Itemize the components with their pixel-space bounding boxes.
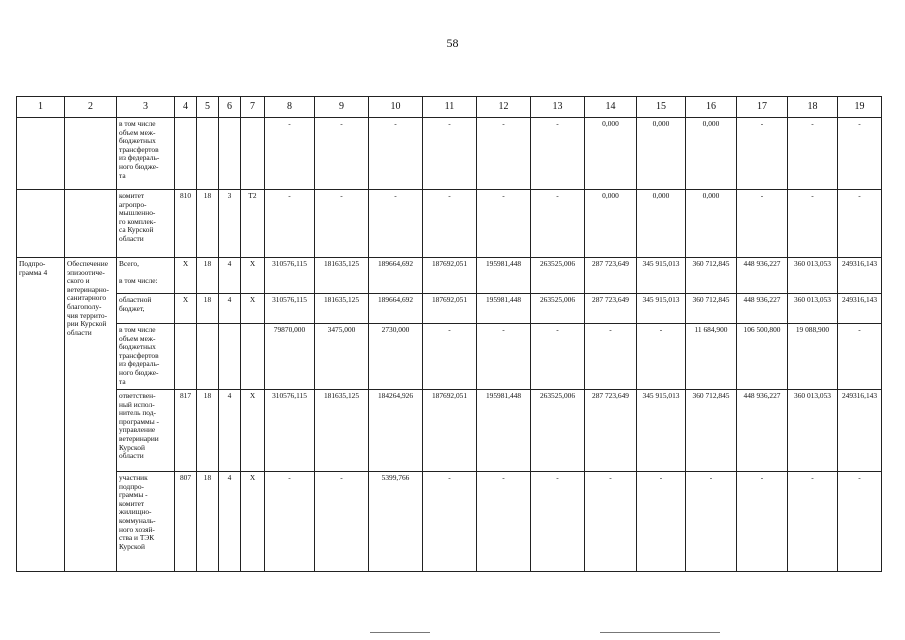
value-cell: [838, 118, 882, 190]
code-cell-text: 18: [203, 295, 212, 304]
value-cell: [737, 190, 788, 258]
value-cell: [686, 190, 737, 258]
value-cell-text: -: [340, 473, 343, 482]
code-cell: [197, 190, 219, 258]
value-cell-text: 345 915,013: [642, 259, 680, 268]
value-cell-text: 0,000: [652, 191, 670, 200]
value-cell-text: 181635,125: [323, 259, 360, 268]
value-cell-text: -: [556, 119, 559, 128]
code-cell: [241, 258, 265, 294]
value-cell: [585, 190, 637, 258]
value-cell: [315, 258, 369, 294]
value-cell-text: 79870,000: [273, 325, 306, 334]
row-label-text: в том числе объем меж- бюджетных трансфертов из федераль- ного бюдже- та: [119, 119, 160, 180]
value-cell: [585, 390, 637, 472]
value-cell-text: -: [760, 119, 764, 128]
value-cell: [788, 258, 838, 294]
value-cell: [265, 294, 315, 324]
value-cell-text: -: [811, 473, 814, 482]
header-cell-16: 16: [686, 97, 737, 118]
row-label-text: областной бюджет,: [119, 295, 152, 313]
value-cell: [637, 390, 686, 472]
code-cell: [175, 472, 197, 572]
value-cell: [369, 294, 423, 324]
value-cell-text: 263525,006: [539, 259, 576, 268]
value-cell: [477, 258, 531, 294]
value-cell: [788, 118, 838, 190]
value-cell-text: -: [502, 473, 505, 482]
header-cell-15: 15: [637, 97, 686, 118]
value-cell-text: -: [858, 119, 861, 128]
code-cell: [197, 390, 219, 472]
value-cell-text: -: [609, 473, 612, 482]
value-cell: [315, 390, 369, 472]
value-cell: [423, 324, 477, 390]
row-label-text: Всего, в том числе:: [119, 259, 158, 286]
value-cell-text: 263525,006: [539, 295, 576, 304]
table-row: [17, 472, 882, 572]
value-cell-text: -: [556, 191, 559, 200]
value-cell-text: 360 712,845: [692, 295, 730, 304]
code-cell: [197, 258, 219, 294]
value-cell: [585, 472, 637, 572]
value-cell-text: 360 013,053: [794, 259, 831, 268]
value-cell-text: -: [288, 473, 291, 482]
value-cell: [788, 472, 838, 572]
header-cell-1: 1: [17, 97, 65, 118]
value-cell-text: -: [448, 473, 451, 482]
row-label: [117, 294, 175, 324]
value-cell: [531, 324, 585, 390]
value-cell: [531, 472, 585, 572]
value-cell-text: 249316,143: [841, 391, 878, 400]
value-cell: [265, 190, 315, 258]
code-cell: [241, 118, 265, 190]
value-cell: [369, 190, 423, 258]
value-cell: [838, 190, 882, 258]
value-cell: [265, 390, 315, 472]
header-cell-6: 6: [219, 97, 241, 118]
row-label: [117, 258, 175, 294]
value-cell: [637, 190, 686, 258]
value-cell-text: 195981,448: [485, 391, 522, 400]
header-cell-4: 4: [175, 97, 197, 118]
empty-cell: [65, 118, 117, 190]
value-cell-text: -: [502, 119, 505, 128]
code-cell: [175, 390, 197, 472]
code-cell: [241, 472, 265, 572]
code-cell-text: 4: [227, 295, 232, 304]
header-cell-7: 7: [241, 97, 265, 118]
empty-cell: [17, 118, 65, 190]
code-cell-text: 817: [179, 391, 192, 400]
value-cell: [315, 190, 369, 258]
page-number: 58: [446, 36, 459, 50]
value-cell: [477, 390, 531, 472]
value-cell: [737, 390, 788, 472]
table-row: [17, 118, 882, 190]
code-cell-text: 810: [179, 191, 192, 200]
code-cell: [241, 390, 265, 472]
code-cell: [241, 190, 265, 258]
value-cell: [423, 190, 477, 258]
code-cell: [197, 472, 219, 572]
value-cell: [369, 324, 423, 390]
header-cell-19: 19: [838, 97, 882, 118]
value-cell: [477, 324, 531, 390]
value-cell: [423, 294, 477, 324]
value-cell-text: 189664,692: [377, 259, 414, 268]
value-cell-text: 181635,125: [323, 295, 360, 304]
header-cell-12: 12: [477, 97, 531, 118]
code-cell-text: 18: [203, 191, 212, 200]
value-cell: [477, 472, 531, 572]
header-cell-14: 14: [585, 97, 637, 118]
value-cell: [315, 324, 369, 390]
value-cell: [686, 294, 737, 324]
value-cell-text: 184264,926: [377, 391, 414, 400]
code-cell: [197, 324, 219, 390]
header-row: [17, 97, 882, 118]
code-cell-text: Х: [249, 473, 256, 482]
code-cell-text: 4: [227, 259, 232, 268]
header-cell-18: 18: [788, 97, 838, 118]
value-cell: [369, 472, 423, 572]
value-cell: [788, 324, 838, 390]
value-cell-text: 187692,051: [431, 295, 468, 304]
value-cell: [838, 390, 882, 472]
header-cell-11: 11: [423, 97, 477, 118]
value-cell-text: 360 712,845: [692, 391, 730, 400]
value-cell: [585, 294, 637, 324]
value-cell: [686, 258, 737, 294]
value-cell-text: -: [811, 191, 814, 200]
value-cell: [838, 258, 882, 294]
table-row: [17, 390, 882, 472]
header-cell-17: 17: [737, 97, 788, 118]
value-cell: [531, 390, 585, 472]
value-cell: [477, 190, 531, 258]
value-cell: [637, 294, 686, 324]
value-cell-text: 187692,051: [431, 391, 468, 400]
value-cell-text: 287 723,649: [592, 259, 629, 268]
value-cell: [737, 118, 788, 190]
value-cell-text: -: [609, 325, 612, 334]
value-cell-text: 0,000: [652, 119, 670, 128]
code-cell-text: 3: [227, 191, 232, 200]
value-cell-text: -: [760, 473, 764, 482]
value-cell: [637, 118, 686, 190]
subprogram-title-text: Обеспечение эпизоотиче- ского и ветеринарно- санитарного благополу- чия террито- рии Курской области: [67, 259, 109, 337]
code-cell: [241, 324, 265, 390]
value-cell: [531, 190, 585, 258]
value-cell-text: -: [448, 119, 451, 128]
value-cell-text: -: [394, 191, 397, 200]
value-cell: [637, 258, 686, 294]
value-cell: [686, 324, 737, 390]
code-cell: [219, 472, 241, 572]
value-cell-text: 195981,448: [485, 295, 522, 304]
value-cell: [265, 118, 315, 190]
code-cell-text: Т2: [248, 191, 257, 200]
code-cell-text: 18: [203, 473, 212, 482]
value-cell: [585, 118, 637, 190]
value-cell-text: -: [858, 191, 861, 200]
value-cell-text: 3475,000: [327, 325, 356, 334]
header-cell-5: 5: [197, 97, 219, 118]
value-cell: [788, 190, 838, 258]
value-cell: [585, 258, 637, 294]
value-cell-text: 2730,000: [381, 325, 410, 334]
value-cell-text: -: [340, 191, 343, 200]
value-cell: [686, 472, 737, 572]
value-cell: [369, 118, 423, 190]
subprogram-number: [17, 258, 65, 572]
value-cell-text: 249316,143: [841, 295, 878, 304]
value-cell-text: -: [556, 325, 559, 334]
code-cell-text: Х: [249, 295, 256, 304]
value-cell: [531, 258, 585, 294]
code-cell-text: 807: [179, 473, 192, 482]
code-cell: [219, 390, 241, 472]
value-cell-text: -: [709, 473, 713, 482]
value-cell: [838, 472, 882, 572]
code-cell-text: 4: [227, 391, 232, 400]
value-cell: [637, 324, 686, 390]
value-cell-text: 287 723,649: [592, 295, 629, 304]
code-cell: [175, 294, 197, 324]
value-cell-text: 0,000: [602, 119, 619, 128]
value-cell-text: 187692,051: [431, 259, 468, 268]
header-cell-9: 9: [315, 97, 369, 118]
value-cell-text: 189664,692: [377, 295, 414, 304]
row-label: [117, 472, 175, 572]
value-cell: [737, 324, 788, 390]
code-cell-text: Х: [182, 295, 189, 304]
value-cell-text: 19 088,900: [795, 325, 830, 334]
value-cell-text: 448 936,227: [743, 259, 781, 268]
value-cell-text: 345 915,013: [642, 391, 680, 400]
value-cell: [265, 258, 315, 294]
row-label-text: в том числе объем меж- бюджетных трансфертов из федераль- ного бюдже- та: [119, 325, 160, 386]
header-cell-13: 13: [531, 97, 585, 118]
header-cell-2: 2: [65, 97, 117, 118]
value-cell-text: -: [394, 119, 397, 128]
value-cell-text: -: [448, 325, 451, 334]
value-cell-text: 263525,006: [539, 391, 576, 400]
code-cell-text: Х: [249, 391, 256, 400]
code-cell: [219, 258, 241, 294]
value-cell-text: 0,000: [702, 191, 720, 200]
value-cell-text: 195981,448: [485, 259, 522, 268]
value-cell: [423, 258, 477, 294]
row-label-text: участник подпро- граммы - комитет жилищно- коммуналь- ного хозяй- ства и ТЭК Курской: [119, 473, 156, 551]
value-cell-text: -: [811, 119, 814, 128]
value-cell-text: -: [502, 191, 505, 200]
code-cell: [219, 294, 241, 324]
value-cell: [423, 390, 477, 472]
value-cell-text: 360 712,845: [692, 259, 730, 268]
value-cell: [686, 118, 737, 190]
value-cell-text: -: [502, 325, 505, 334]
value-cell-text: -: [760, 191, 764, 200]
value-cell: [315, 294, 369, 324]
value-cell-text: -: [288, 119, 291, 128]
row-label: [117, 118, 175, 190]
value-cell: [423, 472, 477, 572]
value-cell: [477, 294, 531, 324]
value-cell: [737, 258, 788, 294]
value-cell: [686, 390, 737, 472]
value-cell: [838, 294, 882, 324]
value-cell-text: -: [288, 191, 291, 200]
value-cell: [788, 390, 838, 472]
value-cell: [315, 118, 369, 190]
scan-artifact-line: [600, 632, 720, 633]
header-cell-10: 10: [369, 97, 423, 118]
code-cell: [219, 324, 241, 390]
value-cell-text: 11 684,900: [694, 325, 728, 334]
value-cell: [531, 118, 585, 190]
value-cell-text: 345 915,013: [642, 295, 680, 304]
value-cell-text: 106 500,800: [743, 325, 781, 334]
value-cell-text: -: [858, 473, 861, 482]
code-cell: [241, 294, 265, 324]
value-cell-text: 0,000: [602, 191, 619, 200]
value-cell-text: 310576,115: [272, 259, 307, 268]
code-cell: [175, 118, 197, 190]
code-cell-text: 18: [203, 391, 212, 400]
scan-artifact-line: [370, 632, 430, 633]
value-cell-text: -: [556, 473, 559, 482]
value-cell-text: 249316,143: [841, 259, 878, 268]
value-cell: [531, 294, 585, 324]
value-cell-text: -: [858, 325, 861, 334]
code-cell: [175, 190, 197, 258]
value-cell: [315, 472, 369, 572]
code-cell: [197, 118, 219, 190]
budget-table: [16, 96, 882, 572]
value-cell: [265, 324, 315, 390]
subprogram-number-text: Подпро- грамма 4: [19, 259, 48, 277]
value-cell-text: 448 936,227: [743, 391, 781, 400]
code-cell-text: 18: [203, 259, 212, 268]
empty-cell: [65, 190, 117, 258]
value-cell: [265, 472, 315, 572]
value-cell: [737, 472, 788, 572]
value-cell: [637, 472, 686, 572]
code-cell-text: Х: [182, 259, 189, 268]
value-cell-text: 448 936,227: [743, 295, 781, 304]
value-cell-text: 0,000: [702, 119, 720, 128]
value-cell-text: 360 013,053: [794, 391, 831, 400]
code-cell: [197, 294, 219, 324]
value-cell: [585, 324, 637, 390]
code-cell: [219, 190, 241, 258]
table-row: [17, 324, 882, 390]
value-cell-text: -: [659, 325, 663, 334]
subprogram-title: [65, 258, 117, 572]
code-cell-text: Х: [249, 259, 256, 268]
value-cell-text: 360 013,053: [794, 295, 831, 304]
code-cell: [175, 258, 197, 294]
value-cell: [423, 118, 477, 190]
row-label: [117, 190, 175, 258]
value-cell-text: -: [659, 473, 663, 482]
empty-cell: [17, 190, 65, 258]
header-cell-8: 8: [265, 97, 315, 118]
header-cell-3: 3: [117, 97, 175, 118]
value-cell-text: 181635,125: [323, 391, 360, 400]
table-row: [17, 294, 882, 324]
value-cell: [838, 324, 882, 390]
table-row: [17, 258, 882, 294]
value-cell-text: 310576,115: [272, 391, 307, 400]
value-cell-text: 287 723,649: [592, 391, 629, 400]
code-cell: [219, 118, 241, 190]
row-label: [117, 324, 175, 390]
value-cell-text: -: [340, 119, 343, 128]
value-cell-text: 310576,115: [272, 295, 307, 304]
row-label: [117, 390, 175, 472]
code-cell-text: 4: [227, 473, 232, 482]
value-cell: [737, 294, 788, 324]
value-cell: [369, 258, 423, 294]
value-cell-text: 5399,766: [381, 473, 410, 482]
value-cell-text: -: [448, 191, 451, 200]
value-cell: [477, 118, 531, 190]
value-cell: [788, 294, 838, 324]
row-label-text: ответствен- ный испол- нитель под- программы - управление ветеринарии Курской области: [119, 391, 159, 461]
row-label-text: комитет агропро- мышленно- го комплек- са Курской области: [119, 191, 156, 243]
table-row: [17, 190, 882, 258]
code-cell: [175, 324, 197, 390]
value-cell: [369, 390, 423, 472]
